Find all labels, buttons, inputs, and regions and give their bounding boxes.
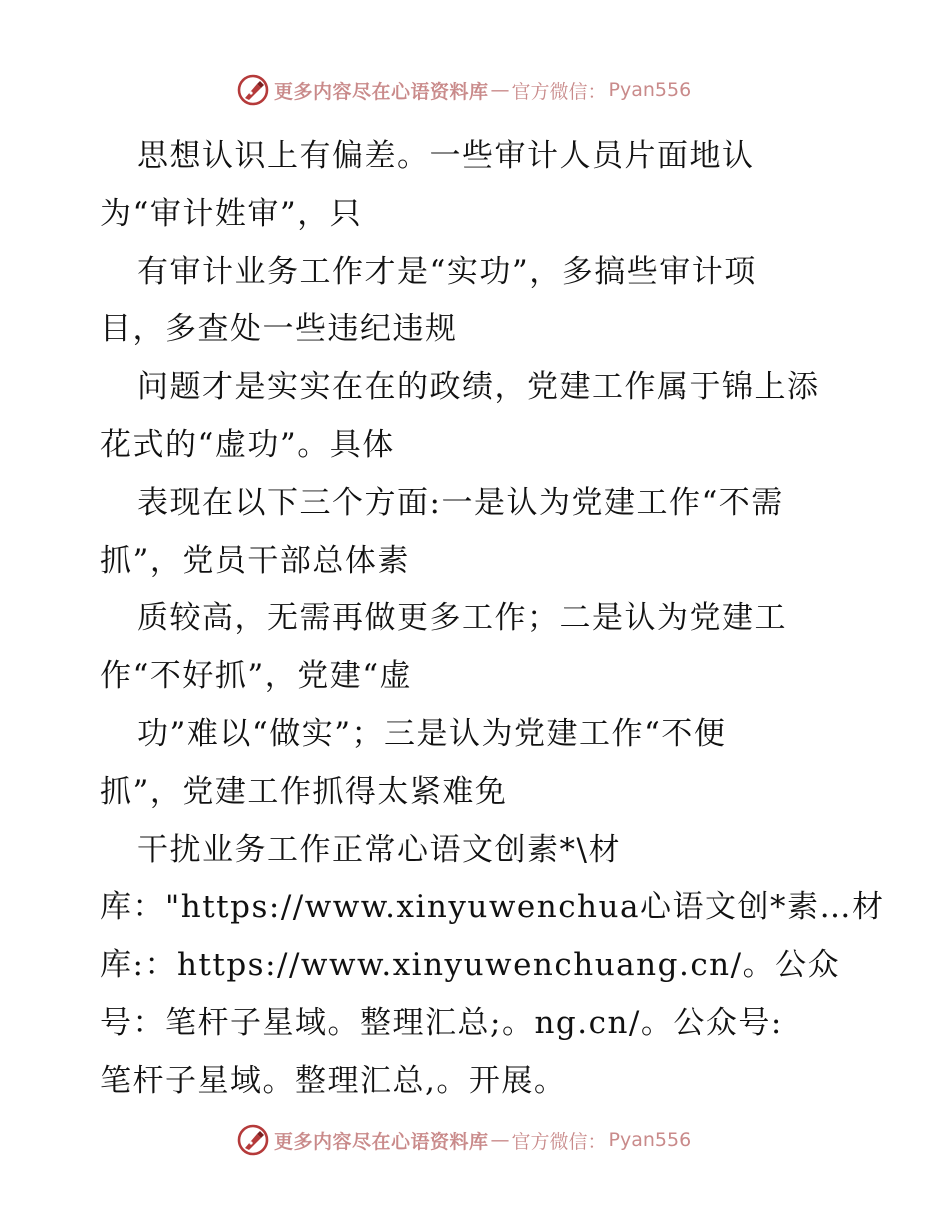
banner-wechat-id: Pyan556 [608, 1129, 692, 1151]
body-line: 问题才是实实在在的政绩，党建工作属于锦上添 [137, 369, 820, 406]
body-line: 干扰业务工作正常心语文创素*\材 [137, 831, 621, 868]
body-line: 笔杆子星域。整理汇总,。开展。 [100, 1062, 567, 1099]
body-line: 抓”，党建工作抓得太紧难免 [100, 773, 508, 810]
body-line: 目，多查处一些违纪违规 [100, 311, 458, 348]
document-body [100, 128, 900, 1111]
body-line: 有审计业务工作才是“实功”，多搞些审计项 [137, 253, 757, 290]
banner-dash: — [490, 1129, 510, 1151]
banner-wechat-label: 官方微信： [511, 80, 607, 103]
body-line: 为“审计姓审”，只 [100, 195, 363, 232]
banner-wechat-label: 官方微信： [511, 1130, 607, 1153]
footer-banner [236, 1122, 691, 1158]
body-line: 花式的“虚功”。具体 [100, 426, 395, 463]
pen-nib-circle-icon [236, 1123, 270, 1157]
body-line: 抓”，党员干部总体素 [100, 542, 410, 579]
banner-wechat-id: Pyan556 [608, 79, 692, 101]
body-line: 表现在以下三个方面:一是认为党建工作“不需 [137, 484, 784, 521]
body-line: 功”难以“做实”；三是认为党建工作“不便 [137, 715, 727, 752]
body-line: 库："https://www.xinyuwenchua心语文创*素…材 [100, 889, 885, 926]
body-line: 作“不好抓”，党建“虚 [100, 658, 413, 695]
body-line: 思想认识上有偏差。一些审计人员片面地认 [137, 138, 755, 174]
header-banner [236, 72, 691, 108]
body-line: 质较高，无需再做更多工作；二是认为党建工 [137, 600, 787, 637]
pen-nib-circle-icon [236, 73, 270, 107]
banner-text: 更多内容尽在心语资料库 [274, 1130, 489, 1153]
banner-dash: — [490, 79, 510, 101]
body-line: 号：笔杆子星域。整理汇总;。ng.cn/。公众号: [100, 1004, 783, 1041]
body-line: 库:：https://www.xinyuwenchuang.cn/。公众 [100, 947, 841, 984]
banner-text: 更多内容尽在心语资料库 [274, 80, 489, 103]
